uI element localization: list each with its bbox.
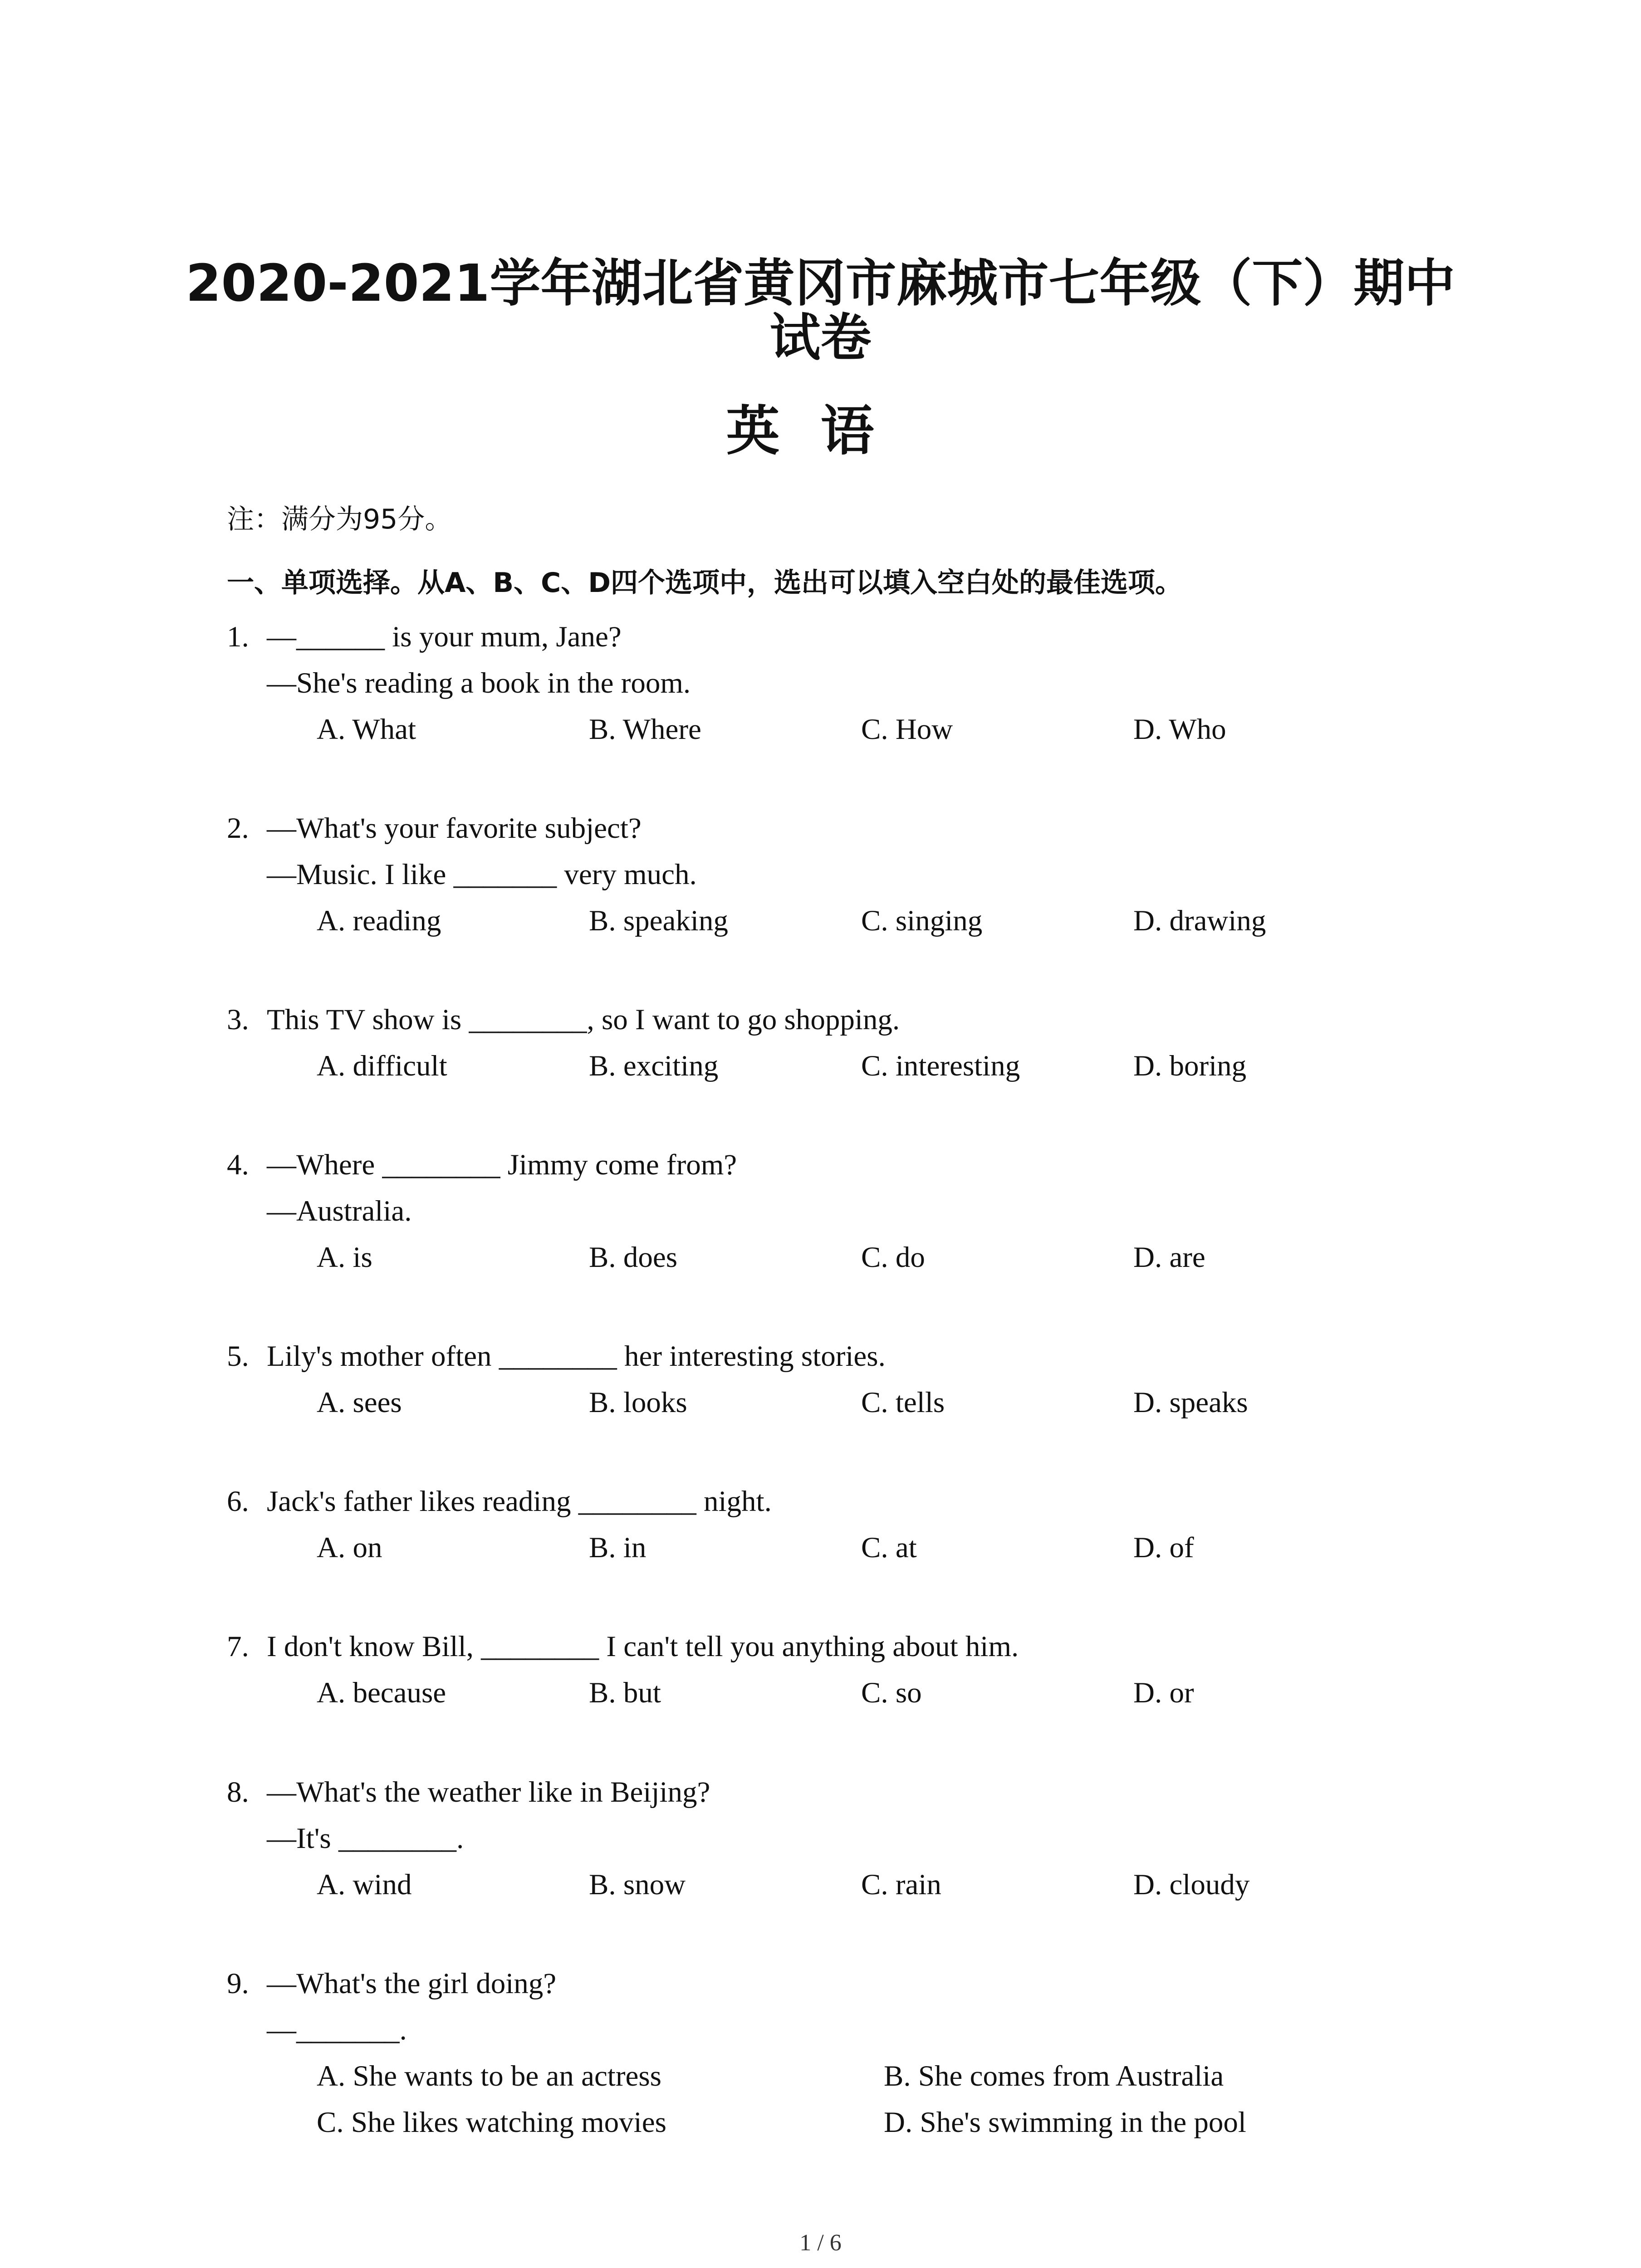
option-c: C. tells <box>861 1386 945 1419</box>
exam-title-line-1: 2020-2021学年湖北省黄冈市麻城市七年级（下）期中 <box>186 254 1455 313</box>
option-c: C. at <box>861 1531 917 1564</box>
option-a: A. What <box>317 713 416 746</box>
section-1-heading: 一、单项选择。从A、B、C、D四个选项中，选出可以填入空白处的最佳选项。 <box>227 567 1183 599</box>
option-d: D. Who <box>1133 713 1226 746</box>
question-9 <box>227 1960 1497 2146</box>
option-b: B. She comes from Australia <box>884 2060 1224 2092</box>
question-number: 1. <box>227 621 249 653</box>
option-c: C. How <box>861 713 953 746</box>
question-number: 9. <box>227 1967 249 2000</box>
option-b: B. exciting <box>589 1050 719 1082</box>
option-d: D. drawing <box>1133 904 1266 937</box>
option-a: A. sees <box>317 1386 402 1419</box>
option-d: D. speaks <box>1133 1386 1248 1419</box>
question-3 <box>227 997 1497 1089</box>
question-number: 4. <box>227 1149 249 1181</box>
option-a: A. is <box>317 1241 372 1274</box>
question-stem-line: —Music. I like _______ very much. <box>267 858 697 891</box>
question-1 <box>227 614 1497 753</box>
question-6 <box>227 1478 1497 1571</box>
question-stem: Lily's mother often ________ her interesting stories. <box>267 1340 886 1373</box>
option-a: A. She wants to be an actress <box>317 2060 661 2092</box>
option-a: A. because <box>317 1677 446 1709</box>
question-number: 3. <box>227 1003 249 1036</box>
option-c: C. so <box>861 1677 922 1709</box>
option-a: A. difficult <box>317 1050 447 1082</box>
question-stem-line: —_______. <box>267 2014 407 2046</box>
question-number: 8. <box>227 1776 249 1809</box>
question-stem: This TV show is ________, so I want to go shopping. <box>267 1003 900 1036</box>
option-b: B. snow <box>589 1868 686 1901</box>
option-b: B. does <box>589 1241 677 1274</box>
option-a: A. reading <box>317 904 441 937</box>
option-c: C. rain <box>861 1868 941 1901</box>
option-a: A. on <box>317 1531 382 1564</box>
option-c: C. do <box>861 1241 925 1274</box>
question-number: 2. <box>227 812 249 845</box>
option-c: C. She likes watching movies <box>317 2106 666 2139</box>
question-5 <box>227 1333 1497 1426</box>
question-number: 6. <box>227 1485 249 1518</box>
option-b: B. looks <box>589 1386 687 1419</box>
score-note: 注：满分为95分。 <box>227 503 452 535</box>
question-stem-line: —It's ________. <box>267 1822 464 1855</box>
subject-heading: 英语 <box>726 399 915 462</box>
question-2 <box>227 805 1497 944</box>
option-c: C. interesting <box>861 1050 1020 1082</box>
question-stem-line: —Australia. <box>267 1195 412 1227</box>
question-stem-line: —She's reading a book in the room. <box>267 667 691 699</box>
question-stem: Jack's father likes reading ________ night. <box>267 1485 772 1518</box>
option-d: D. She's swimming in the pool <box>884 2106 1246 2139</box>
option-d: D. of <box>1133 1531 1194 1564</box>
option-d: D. are <box>1133 1241 1205 1274</box>
question-8 <box>227 1769 1497 1908</box>
page-number: 1 / 6 <box>799 2230 842 2256</box>
option-b: B. speaking <box>589 904 728 937</box>
option-b: B. in <box>589 1531 647 1564</box>
question-number: 7. <box>227 1630 249 1663</box>
question-stem: —What's the girl doing? <box>267 1967 557 2000</box>
question-4 <box>227 1142 1497 1281</box>
option-d: D. boring <box>1133 1050 1247 1082</box>
question-stem: I don't know Bill, ________ I can't tell you anything about him. <box>267 1630 1019 1663</box>
option-a: A. wind <box>317 1868 412 1901</box>
question-number: 5. <box>227 1340 249 1373</box>
question-stem: —______ is your mum, Jane? <box>267 621 622 653</box>
question-7 <box>227 1623 1497 1716</box>
option-b: B. Where <box>589 713 701 746</box>
question-stem: —What's the weather like in Beijing? <box>267 1776 710 1809</box>
question-stem: —What's your favorite subject? <box>267 812 642 845</box>
option-b: B. but <box>589 1677 661 1709</box>
option-d: D. or <box>1133 1677 1194 1709</box>
option-d: D. cloudy <box>1133 1868 1250 1901</box>
option-c: C. singing <box>861 904 983 937</box>
question-stem: —Where ________ Jimmy come from? <box>267 1149 737 1181</box>
exam-title-line-2: 试卷 <box>769 308 872 367</box>
